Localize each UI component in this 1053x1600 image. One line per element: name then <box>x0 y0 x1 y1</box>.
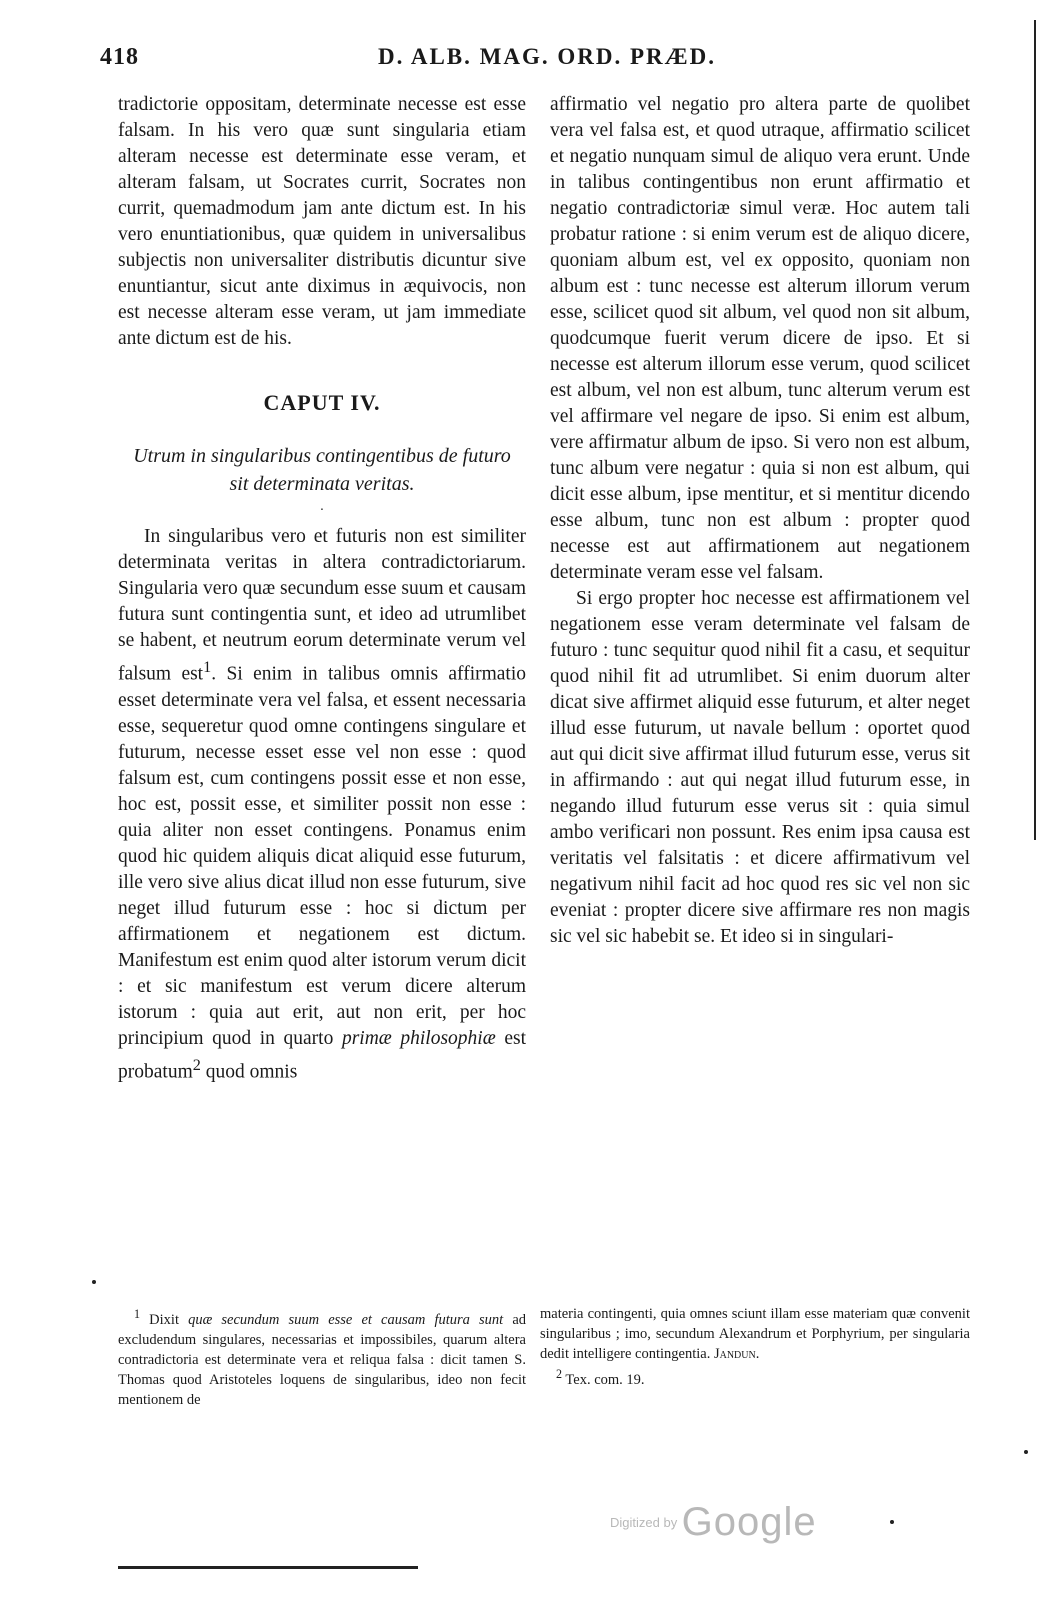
footnote-2 <box>540 1364 970 1390</box>
page-number: 418 <box>100 44 139 70</box>
left-paragraph-2 <box>118 524 526 1085</box>
ornament-dot: · <box>319 503 325 518</box>
digitization-watermark <box>610 1500 817 1545</box>
footnote-1-continued <box>540 1304 970 1364</box>
watermark-brand: Google <box>681 1500 817 1544</box>
footnote-2-text: Tex. com. 19. <box>562 1371 645 1388</box>
page-bottom-rule <box>118 1566 418 1569</box>
footnote-2-marker: 2 <box>556 1367 563 1381</box>
italic-reference: primæ philosophiæ <box>341 1027 496 1049</box>
margin-speck <box>1024 1450 1028 1454</box>
footnote-ref-2: 2 <box>192 1055 201 1074</box>
footnote-1-italic: quæ secundum suum esse et causam futura sunt <box>188 1311 504 1328</box>
margin-speck <box>92 1280 96 1284</box>
watermark-prefix: Digitized by <box>610 1515 678 1530</box>
margin-speck <box>890 1520 894 1524</box>
right-paragraph-1: affirmatio vel negatio pro altera parte de quolibet vera vel falsa est, et quod utraque, affirmatio scilicet et negatio nunquam simul de aliquo vera erunt. Unde in talibus contingentibus non erunt affirmatio et negatio contradictoriæ simul veræ. Hoc autem tali probatur ratione : si enim verum est de aliquo dicere, quoniam album est, vel ex opposito, quoniam non album est : tunc necesse est alterum illorum verum esse, scilicet quod sit album, vel quod non sit album, quodcumque fuerit verum dicere de ipso. Et si necesse est alterum illorum esse verum, quod scilicet est album, vel non est album, tunc alterum verum est vel affirmare vel negare de ipso. Si enim est album, vere affirmatur album de ipso. Si vero non est album, tunc album vere negatur : quia si non est album, qui dicit esse album, ipse mentitur, et si mentitur dicendo esse album, tunc non est album : propter quod necesse est aut affirmationem aut negationem determinate veram esse vel falsam. <box>550 94 970 583</box>
footnote-1-text-a: Dixit <box>140 1311 189 1328</box>
footnote-ref-1: 1 <box>203 658 212 676</box>
right-paragraph-2: Si ergo propter hoc necesse est affirmationem vel negationem esse veram determinate vel falsam de futuro : tunc sequitur quod nihil fit a casu, et sequitur quod nihil fit ad utrumlibet. Si enim duorum alter dicat sive affirmet aliquid esse futurum, et alter neget illud esse futurum, ut navale bellum : oportet quod aut qui dicit sive affirmat illud futurum esse, verus sit in affirmando : aut qui negat illud futurum esse, in negando illud futurum esse verus sit : quia simul ambo verificari non possunt. Res enim ipsa causa est veritatis vel falsitatis : et dicere affirmativum vel negativum nihil facit ad hoc quod res sic vel non sic eveniat : propter dicere sive affirmare res non magis sic vel sic habebit se. Et ideo si in singulari- <box>550 588 970 947</box>
left-paragraph-1: tradictorie oppositam, determinate necesse est esse falsam. In his vero quæ sunt singularia etiam alteram necesse est determinate esse veram, et alteram falsam, ut Socrates currit, Socrates non currit, quemadmodum jam ante dictum est. In his vero enuntiationibus, quæ quidem in universalibus subjectis non universaliter distributis dicuntur sive enuntiantur, sicut ante diximus in æquivocis, non est necesse alteram esse veram, ut jam immediate ante dictum est de his. <box>118 94 526 349</box>
footnote-1 <box>118 1304 526 1410</box>
para2-text-a: In singularibus vero et futuris non est similiter determinata veritas in altera contradictoriarum. Singularia vero quæ secundum esse suum et causam futura sunt contingentia sunt, et ideo ad utrumlibet se habent, et neutrum eorum determinate verum vel falsum est <box>118 526 526 685</box>
running-head: D. ALB. MAG. ORD. PRÆD. <box>378 44 716 69</box>
right-column <box>550 92 970 950</box>
footnotes-right <box>540 1304 970 1390</box>
page-edge-rule <box>1034 20 1036 840</box>
para2-text-c: est probatum <box>118 1027 526 1082</box>
left-column <box>118 92 526 1085</box>
para2-text-b: . Si enim in talibus omnis affirmatio esset determinate vera vel falsa, et essent necessaria esse, sequeretur quod omne contingens singulare et futurum, necesse esset esse vel non esse : quod falsum est, cum contingens possit esse et non esse, hoc est, possit esse, et similiter possit non esse : quia aliter non esset contingens. Ponamus enim quod hic quidem aliquis dicat aliquid esse futurum, ille vero sive alius dicat illud non esse futurum, sive neget illud futurum esse : hoc si dictum per affirmationem et negationem est dictum. Manifestum est enim quod alter istorum verum dicit : et sic manifestum est verum dicere alterum istorum : quia aut erit, aut non erit, per hoc principium quod in quarto <box>118 663 527 1049</box>
footnote-1-text-b: ad excludendum singulares, necessarias et impossibiles, quarum altera contradictoria est determinate vera et reliqua falsa : dicit tamen S. Thomas quod Aristoteles loquens de singularibus, ideo non fecit mentionem de <box>118 1311 527 1408</box>
chapter-subtitle: Utrum in singularibus contingentibus de futuro sit determinata veritas. <box>133 445 511 495</box>
chapter-heading: CAPUT IV. <box>263 390 381 415</box>
footnote-1-marker: 1 <box>134 1307 141 1321</box>
footnote-1-signature: Jandun. <box>713 1346 760 1362</box>
footnote-1-cont-text: materia contingenti, quia omnes sciunt illam esse materiam quæ convenit singularibus ; imo, secundum Alexandrum et Porphyrium, per singularia dedit intelligere contingentia. <box>540 1306 970 1362</box>
para2-text-d: quod omnis <box>200 1061 298 1082</box>
footnotes-left <box>118 1304 526 1410</box>
